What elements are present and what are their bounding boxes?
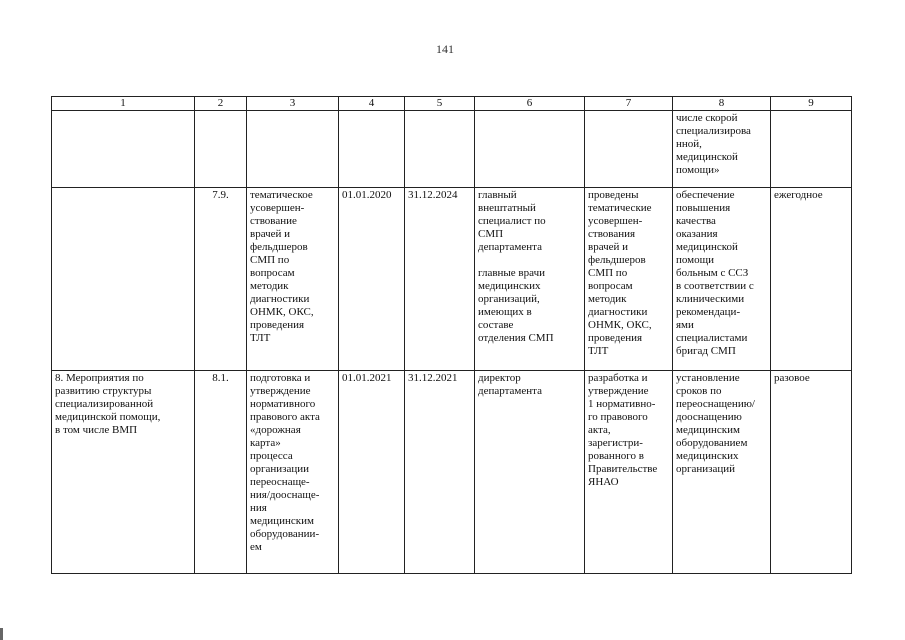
text-line: обеспечение (676, 189, 735, 201)
cell-effect (673, 371, 771, 574)
text-line: больным с ССЗ (676, 267, 749, 279)
table-row-continuation (52, 111, 852, 188)
text-line: СМП по (588, 267, 628, 279)
text-line: 1 нормативно- (588, 398, 656, 410)
text-line: тематическое (250, 189, 313, 201)
text-line: зарегистри- (588, 437, 643, 449)
text-line: медицинской (676, 241, 738, 253)
text-line: директор (478, 372, 521, 384)
text-line: ОНМК, ОКС, (250, 306, 314, 318)
text-line: сроков по (676, 385, 722, 397)
text-line: департамента (478, 385, 542, 397)
text-line: ем (250, 541, 262, 553)
text-line: подготовка и (250, 372, 311, 384)
text-line: медицинским (250, 515, 314, 527)
text-line: имеющих в (478, 306, 532, 318)
text-line: департамента (478, 241, 542, 253)
text-line: 8. Мероприятия по (55, 372, 144, 384)
cell-section (52, 371, 195, 574)
text-line: диагностики (588, 306, 648, 318)
cell-task (247, 188, 339, 371)
header-cell: 4 (339, 97, 405, 111)
text-line: повышения (676, 202, 731, 214)
text-line: Правительстве (588, 463, 658, 475)
text-line: нормативного (250, 398, 316, 410)
text-line: оборудовании- (250, 528, 320, 540)
text-line: бригад СМП (676, 345, 736, 357)
cell-start: 01.01.2020 (339, 188, 405, 371)
text-line: тематические (588, 202, 652, 214)
text-line: специалистами (676, 332, 748, 344)
text-line: усовершен- (250, 202, 305, 214)
text-line: установление (676, 372, 740, 384)
header-cell: 7 (585, 97, 673, 111)
text-line: ЯНАО (588, 476, 619, 488)
text-line: ями (676, 319, 694, 331)
text-line: проведены (588, 189, 639, 201)
cell-frequency: разовое (771, 371, 852, 574)
text-line: проведения (250, 319, 305, 331)
cell-result (585, 111, 673, 188)
text-line: медицинской помощи, (55, 411, 161, 423)
cell-end: 31.12.2024 (405, 188, 475, 371)
text-line: переоснаще- (250, 476, 310, 488)
text-line: ТЛТ (250, 332, 271, 344)
cell-responsible (475, 371, 585, 574)
header-cell: 8 (673, 97, 771, 111)
text-line: ния (250, 502, 267, 514)
text-line: СМП (478, 228, 504, 240)
text-line: фельдшеров (588, 254, 646, 266)
header-cell: 5 (405, 97, 475, 111)
text-line: процесса (250, 450, 293, 462)
cell-frequency (771, 111, 852, 188)
scan-artifact (0, 628, 3, 640)
cell-result (585, 371, 673, 574)
text-line: качества (676, 215, 716, 227)
header-cell: 6 (475, 97, 585, 111)
text-line: организаций, (478, 293, 540, 305)
text-line: ствования (588, 228, 636, 240)
text-line: дооснащению (676, 411, 742, 423)
text-line: врачей и (250, 228, 291, 240)
cell-start: 01.01.2021 (339, 371, 405, 574)
text-line: медицинской (676, 151, 738, 163)
text-line: карта» (250, 437, 281, 449)
cell-effect (673, 188, 771, 371)
text-line: медицинским (676, 424, 740, 436)
cell-effect (673, 111, 771, 188)
text-line: ния/дооснаще- (250, 489, 320, 501)
text-line: главные врачи (478, 267, 545, 279)
text-line: ствование (250, 215, 297, 227)
text-line: вопросам (588, 280, 633, 292)
text-line: рекомендаци- (676, 306, 741, 318)
text-line: рованного в (588, 450, 644, 462)
cell-task (247, 111, 339, 188)
header-row (52, 97, 852, 111)
header-cell: 1 (52, 97, 195, 111)
text-line: врачей и (588, 241, 629, 253)
cell-section (52, 188, 195, 371)
table-row-7-9 (52, 188, 852, 371)
text-line: оказания (676, 228, 718, 240)
spacer (478, 254, 581, 267)
text-line: правового акта (250, 411, 320, 423)
table-row-8-1 (52, 371, 852, 574)
cell-start (339, 111, 405, 188)
text-line: помощи» (676, 164, 720, 176)
text-line: организаций (676, 463, 736, 475)
text-line: методик (588, 293, 627, 305)
text-line: организации (250, 463, 310, 475)
cell-num (195, 111, 247, 188)
text-line: главный (478, 189, 517, 201)
text-line: проведения (588, 332, 643, 344)
text-line: усовершен- (588, 215, 643, 227)
text-line: нной, (676, 138, 702, 150)
text-line: утверждение (588, 385, 649, 397)
cell-num: 7.9. (195, 188, 247, 371)
cell-section (52, 111, 195, 188)
text-line: медицинских (478, 280, 541, 292)
text-line: специализированной (55, 398, 154, 410)
text-line: фельдшеров (250, 241, 308, 253)
cell-end: 31.12.2021 (405, 371, 475, 574)
text-line: «дорожная (250, 424, 301, 436)
text-line: оборудованием (676, 437, 748, 449)
text-line: методик (250, 280, 289, 292)
header-cell: 2 (195, 97, 247, 111)
cell-task (247, 371, 339, 574)
text-line: го правового (588, 411, 648, 423)
plan-table (51, 96, 852, 574)
header-cell: 9 (771, 97, 852, 111)
text-line: специализирова (676, 125, 751, 137)
text-line: составе (478, 319, 514, 331)
text-line: клиническими (676, 293, 745, 305)
page-number: 141 (436, 42, 454, 56)
cell-num: 8.1. (195, 371, 247, 574)
text-line: помощи (676, 254, 714, 266)
text-line: акта, (588, 424, 611, 436)
text-line: ОНМК, ОКС, (588, 319, 652, 331)
header-cell: 3 (247, 97, 339, 111)
text-line: ТЛТ (588, 345, 609, 357)
text-line: медицинских (676, 450, 739, 462)
text-line: специалист по (478, 215, 546, 227)
text-line: разработка и (588, 372, 648, 384)
cell-responsible (475, 111, 585, 188)
cell-frequency: ежегодное (771, 188, 852, 371)
text-line: диагностики (250, 293, 310, 305)
text-line: отделения СМП (478, 332, 554, 344)
text-line: в соответствии с (676, 280, 754, 292)
text-line: вопросам (250, 267, 295, 279)
text-line: внештатный (478, 202, 536, 214)
cell-responsible (475, 188, 585, 371)
cell-end (405, 111, 475, 188)
text-line: развитию структуры (55, 385, 152, 397)
text-line: в том числе ВМП (55, 424, 138, 436)
text-line: переоснащению/ (676, 398, 755, 410)
text-line: числе скорой (676, 112, 738, 124)
cell-result (585, 188, 673, 371)
text-line: СМП по (250, 254, 290, 266)
text-line: утверждение (250, 385, 311, 397)
